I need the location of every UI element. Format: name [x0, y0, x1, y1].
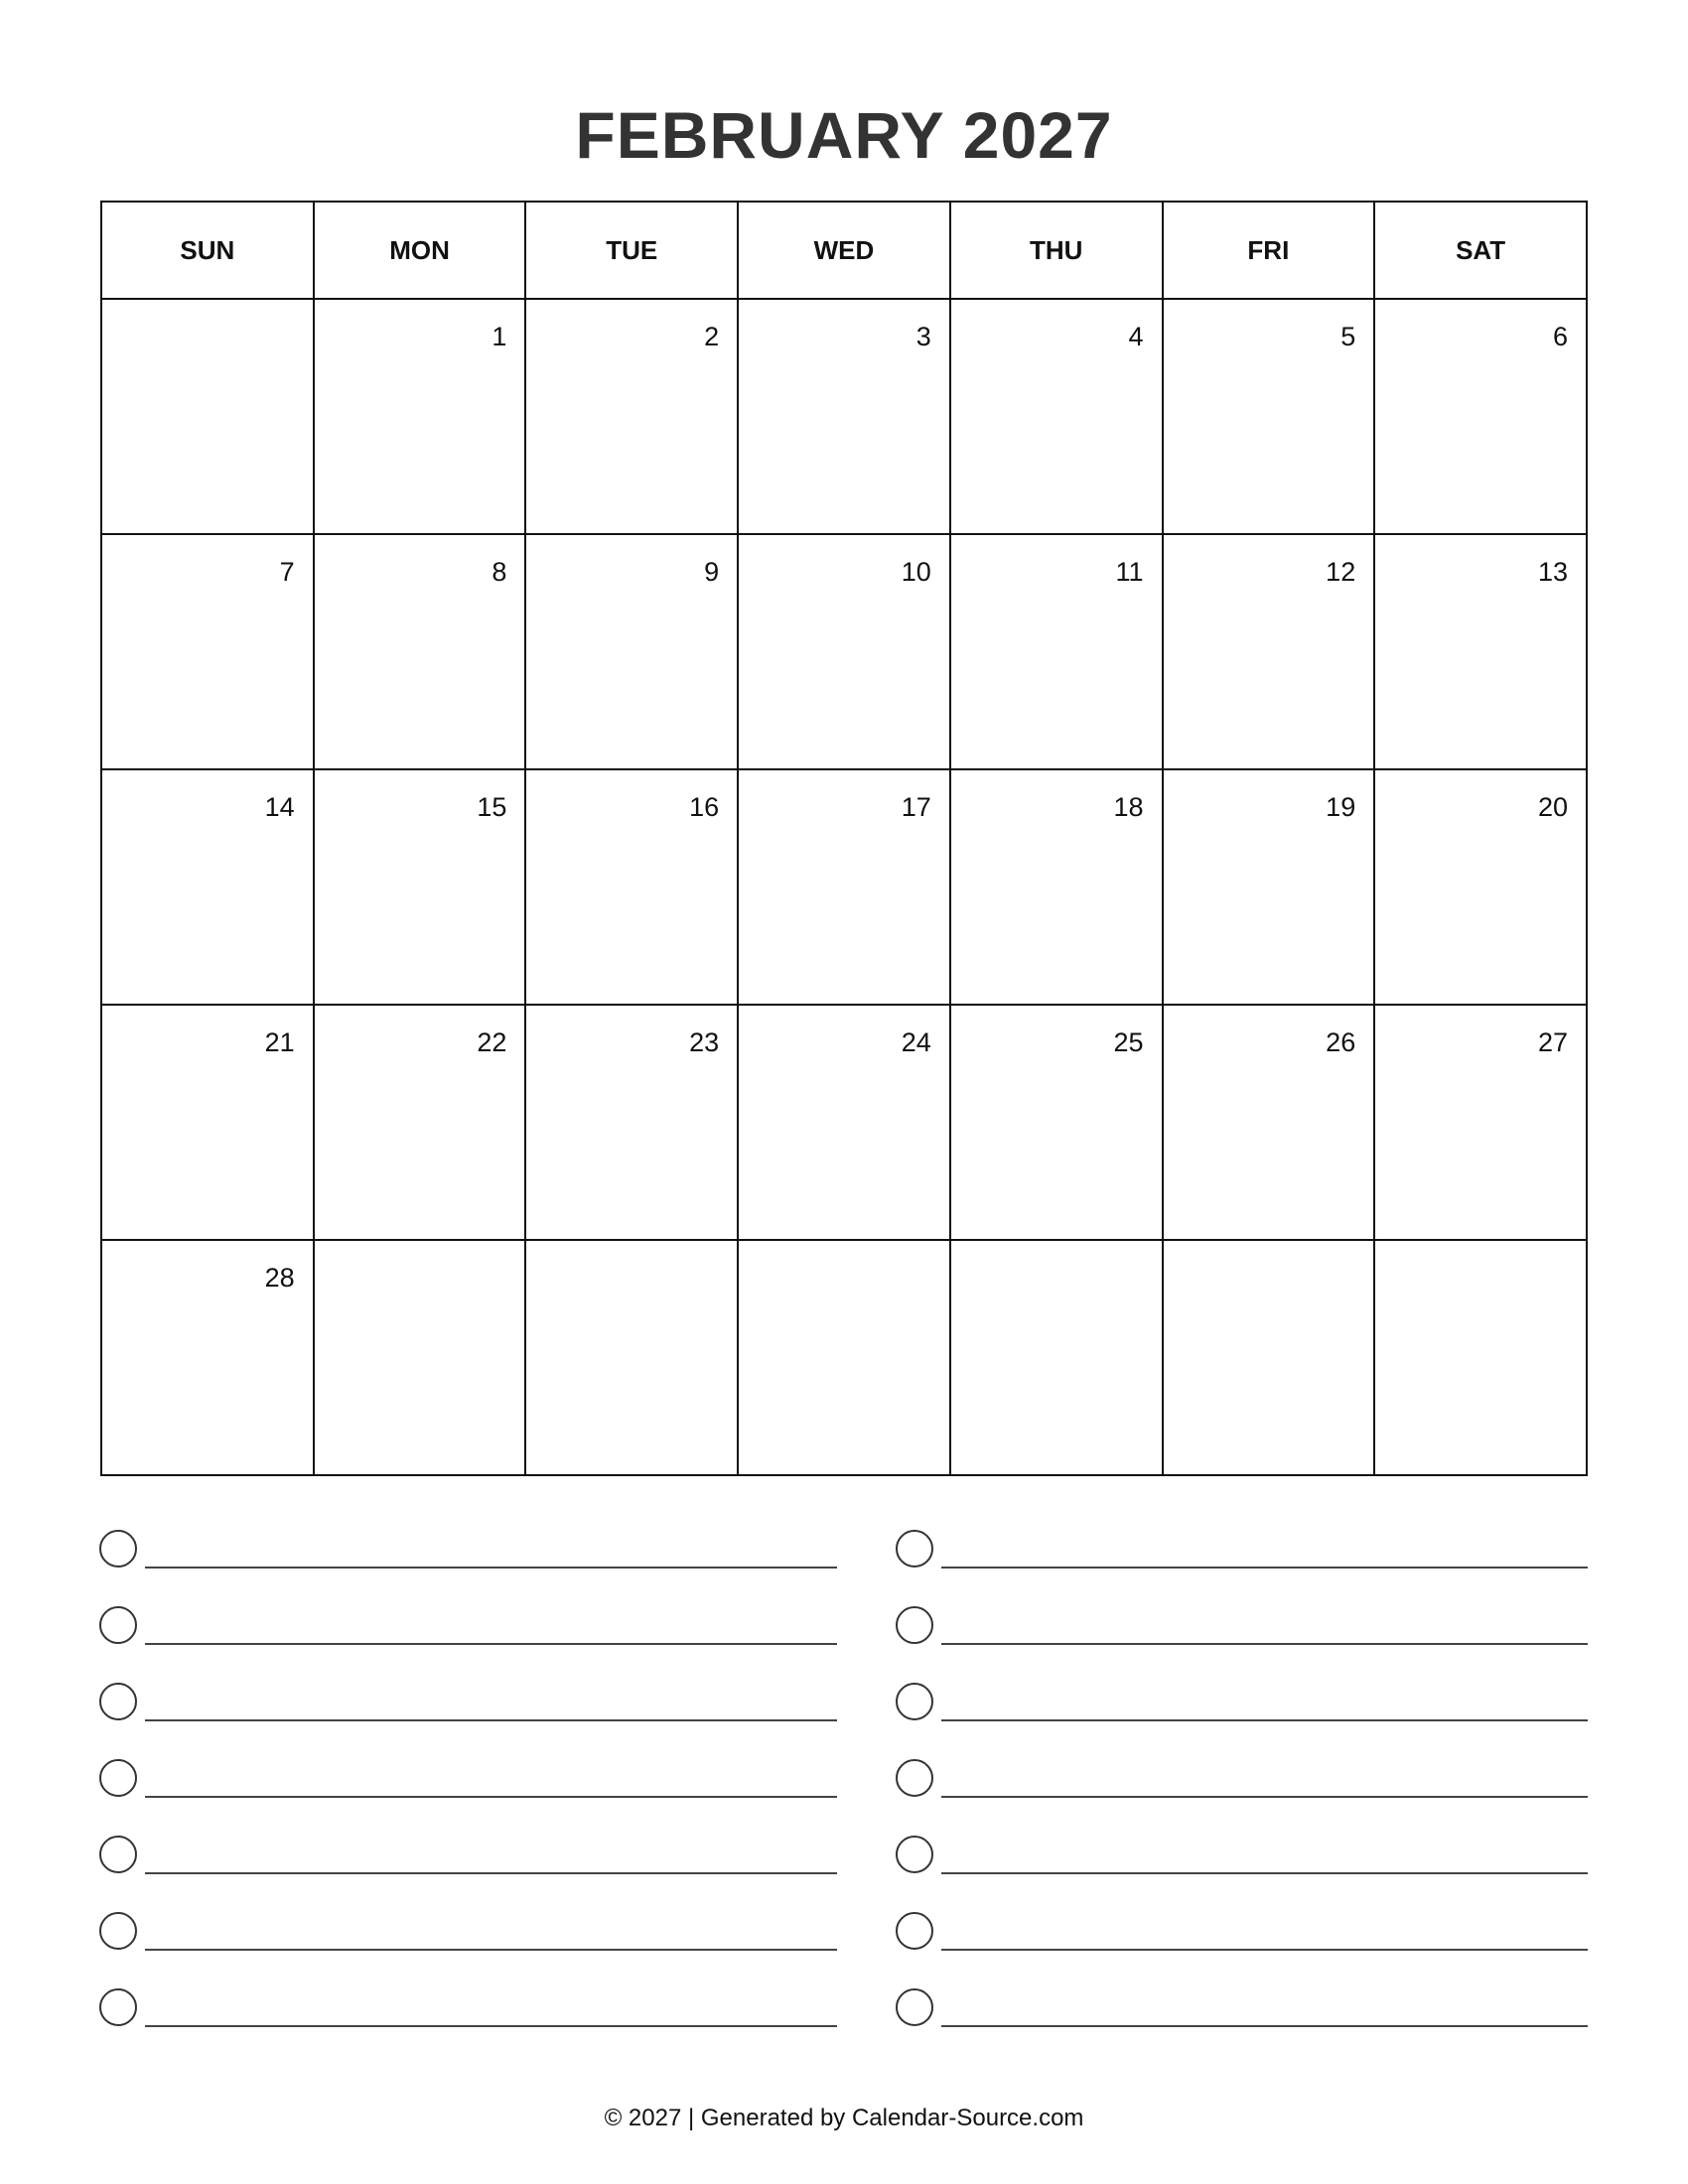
day-number	[102, 300, 313, 322]
day-number: 8	[492, 557, 507, 587]
day-cell	[1374, 534, 1587, 769]
checkbox-circle-icon[interactable]	[99, 1530, 137, 1568]
day-cell	[950, 534, 1163, 769]
weekday-sat: SAT	[1374, 202, 1587, 299]
day-cell	[101, 769, 314, 1005]
day-number: 23	[689, 1027, 720, 1057]
day-cell	[525, 1240, 738, 1475]
day-number: 17	[901, 792, 931, 822]
day-number: 18	[1113, 792, 1144, 822]
task-line[interactable]	[145, 2025, 837, 2027]
day-cell	[314, 534, 526, 769]
day-cell	[1163, 1005, 1375, 1240]
day-cell	[525, 299, 738, 534]
day-cell	[1374, 769, 1587, 1005]
task-line[interactable]	[145, 1719, 837, 1721]
task-line[interactable]	[941, 1796, 1588, 1798]
day-number	[951, 1241, 1162, 1263]
day-cell	[101, 299, 314, 534]
task-line[interactable]	[145, 1949, 837, 1951]
day-number: 21	[264, 1027, 295, 1057]
day-number: 5	[1340, 322, 1356, 351]
task-line[interactable]	[941, 1719, 1588, 1721]
day-cell	[101, 1240, 314, 1475]
day-number	[1164, 1241, 1374, 1263]
day-number: 4	[1128, 322, 1144, 351]
checkbox-circle-icon[interactable]	[896, 1759, 933, 1797]
task-line[interactable]	[941, 1567, 1588, 1569]
page-title: FEBRUARY 2027	[575, 98, 1113, 172]
week-row	[101, 1240, 1587, 1475]
weekday-thu: THU	[950, 202, 1163, 299]
checkbox-circle-icon[interactable]	[896, 1683, 933, 1720]
weekday-header-row	[101, 202, 1587, 299]
day-number: 7	[279, 557, 295, 587]
checkbox-circle-icon[interactable]	[99, 1683, 137, 1720]
day-cell	[738, 769, 950, 1005]
day-cell	[738, 1005, 950, 1240]
day-number: 11	[1115, 557, 1144, 587]
day-cell	[950, 299, 1163, 534]
day-cell	[738, 299, 950, 534]
checkbox-circle-icon[interactable]	[99, 1912, 137, 1950]
checkbox-circle-icon[interactable]	[896, 1530, 933, 1568]
checkbox-circle-icon[interactable]	[896, 1912, 933, 1950]
day-cell	[1374, 299, 1587, 534]
day-number: 16	[689, 792, 720, 822]
day-number: 14	[264, 792, 295, 822]
day-cell	[101, 1005, 314, 1240]
day-cell	[1163, 534, 1375, 769]
day-number: 20	[1537, 792, 1568, 822]
day-number: 10	[901, 557, 931, 587]
day-cell	[738, 1240, 950, 1475]
weekday-fri: FRI	[1163, 202, 1375, 299]
day-cell	[738, 534, 950, 769]
day-number: 9	[704, 557, 720, 587]
checkbox-circle-icon[interactable]	[99, 1836, 137, 1873]
day-cell	[1163, 769, 1375, 1005]
task-line[interactable]	[145, 1796, 837, 1798]
day-number	[315, 1241, 525, 1263]
checkbox-circle-icon[interactable]	[896, 1836, 933, 1873]
day-number	[1375, 1241, 1586, 1263]
day-cell	[314, 1005, 526, 1240]
task-line[interactable]	[941, 1949, 1588, 1951]
day-cell	[525, 769, 738, 1005]
day-number: 6	[1552, 322, 1568, 351]
day-number: 3	[915, 322, 931, 351]
day-cell	[950, 1005, 1163, 1240]
checkbox-circle-icon[interactable]	[896, 1988, 933, 2026]
day-cell	[314, 769, 526, 1005]
day-number	[526, 1241, 737, 1263]
calendar-grid	[100, 201, 1588, 1476]
week-row	[101, 769, 1587, 1005]
day-number: 28	[264, 1263, 295, 1293]
day-number: 15	[477, 792, 507, 822]
checkbox-circle-icon[interactable]	[99, 1988, 137, 2026]
checkbox-circle-icon[interactable]	[99, 1759, 137, 1797]
day-cell	[1163, 1240, 1375, 1475]
day-number: 22	[477, 1027, 507, 1057]
day-number: 13	[1537, 557, 1568, 587]
day-cell	[101, 534, 314, 769]
day-cell	[1374, 1005, 1587, 1240]
task-line[interactable]	[941, 1872, 1588, 1874]
weekday-tue: TUE	[525, 202, 738, 299]
task-line[interactable]	[145, 1872, 837, 1874]
day-cell	[950, 769, 1163, 1005]
weekday-sun: SUN	[101, 202, 314, 299]
day-cell	[314, 1240, 526, 1475]
day-number: 1	[492, 322, 507, 351]
weekday-mon: MON	[314, 202, 526, 299]
day-number: 19	[1326, 792, 1356, 822]
day-cell	[1374, 1240, 1587, 1475]
day-cell	[314, 299, 526, 534]
day-number: 25	[1113, 1027, 1144, 1057]
weekday-wed: WED	[738, 202, 950, 299]
day-cell	[1163, 299, 1375, 534]
day-number: 27	[1537, 1027, 1568, 1057]
day-number: 24	[901, 1027, 931, 1057]
task-line[interactable]	[941, 1643, 1588, 1645]
day-number: 2	[704, 322, 720, 351]
day-number: 12	[1326, 557, 1356, 587]
day-cell	[525, 534, 738, 769]
footer-credit: © 2027 | Generated by Calendar-Source.com	[604, 2105, 1084, 2131]
day-cell	[950, 1240, 1163, 1475]
checkbox-circle-icon[interactable]	[896, 1606, 933, 1644]
checkbox-circle-icon[interactable]	[99, 1606, 137, 1644]
week-row	[101, 1005, 1587, 1240]
task-line[interactable]	[145, 1567, 837, 1569]
day-cell	[525, 1005, 738, 1240]
task-line[interactable]	[941, 2025, 1588, 2027]
day-number: 26	[1326, 1027, 1356, 1057]
task-line[interactable]	[145, 1643, 837, 1645]
week-row	[101, 534, 1587, 769]
week-row	[101, 299, 1587, 534]
day-number	[739, 1241, 949, 1263]
